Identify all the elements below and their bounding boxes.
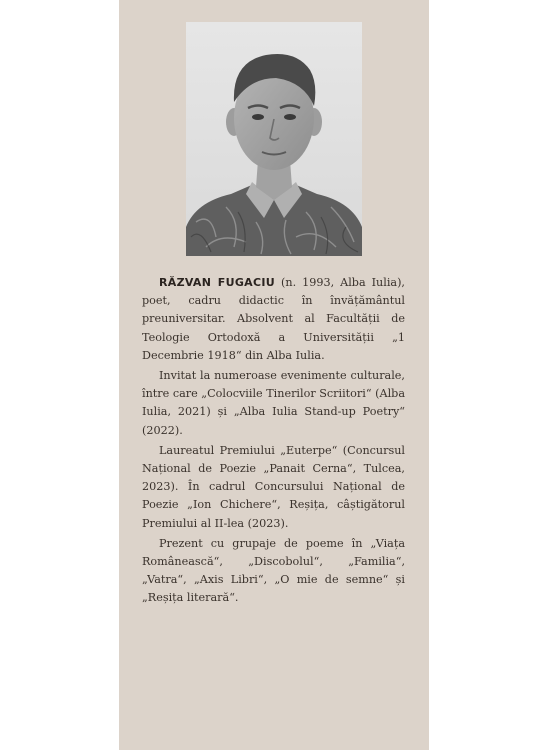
- author-bio: [142, 274, 405, 610]
- bio-paragraph-4: Prezent cu grupaje de poeme în „Viața Românească“, „Discobolul“, „Familia“, „Vatra“, „Axis Libri“, „O mie de semne“ și „Reșița literară“.: [142, 536, 405, 605]
- bio-paragraph-1-text: (n. 1993, Alba Iulia), poet, cadru didactic în învățământul preuniversitar. Absolvent al Facultății de Teologie Ortodoxă a Universității „1 Decembrie 1918“ din Alba Iulia.: [142, 276, 405, 362]
- bio-paragraph-3: Laureatul Premiului „Euterpe“ (Concursul Național de Poezie „Panait Cerna“, Tulcea, 2023). În cadrul Concursului Național de Poezie „Ion Chichere“, Reșița, câștigătorul Premiului al II-lea (2023).: [142, 443, 405, 530]
- author-photo: [186, 22, 362, 256]
- bio-paragraph-2: Invitat la numeroase evenimente culturale, între care „Colocviile Tinerilor Scriitori“ (Alba Iulia, 2021) și „Alba Iulia Stand-up Poetry“ (2022).: [142, 369, 405, 437]
- bio-paragraph-1: [142, 274, 405, 365]
- author-name: RĂZVAN FUGACIU: [159, 276, 275, 289]
- book-flap: [119, 0, 429, 750]
